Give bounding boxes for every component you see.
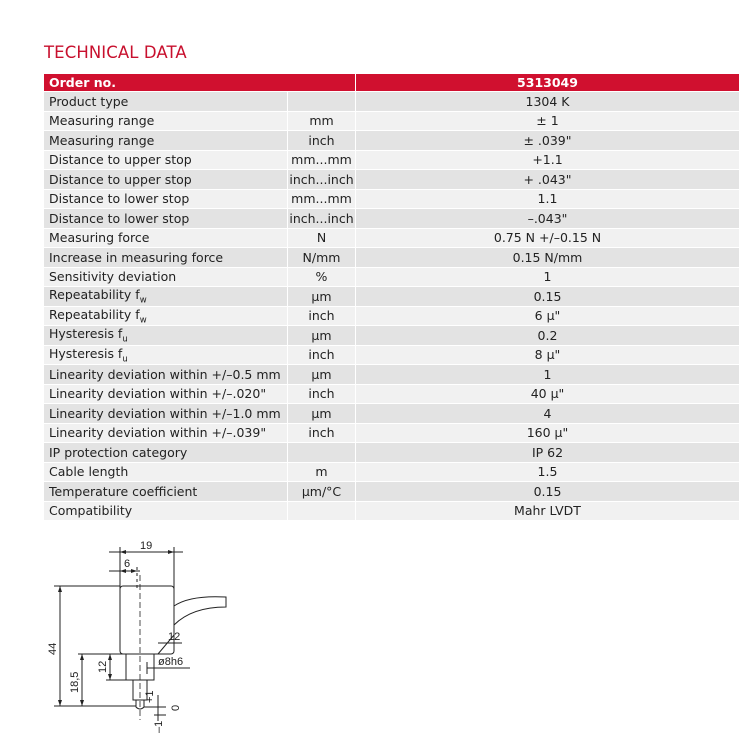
row-unit: m [288, 462, 356, 482]
row-unit: N/mm [288, 248, 356, 268]
row-label-text: Distance to lower stop [49, 191, 190, 207]
row-value: 0.75 N +/–0.15 N [356, 228, 740, 248]
row-value: ± .039" [356, 131, 740, 151]
table-row [44, 501, 739, 521]
row-value: 6 µ" [356, 306, 740, 326]
row-label-text: Increase in measuring force [49, 249, 224, 265]
dim-label-tolerance-plus: +1 [144, 690, 156, 703]
dim-label-diameter: ø8h6 [158, 656, 184, 668]
row-label [44, 111, 288, 131]
row-value: 0.2 [356, 326, 740, 346]
row-label-text: Linearity deviation within +/–1.0 mm [49, 405, 281, 421]
sensor-cable [174, 597, 226, 625]
row-label-subscript: u [122, 354, 128, 364]
row-label-text: Cable length [49, 464, 129, 480]
sensor-dimension-drawing [40, 535, 250, 735]
row-label [44, 189, 288, 209]
row-label [44, 92, 288, 112]
dim-label-lower-height: 18,5 [69, 671, 81, 693]
table-row [44, 365, 739, 385]
row-value: 40 µ" [356, 384, 740, 404]
dim-label-offset: 6 [124, 558, 131, 570]
dim-label-width: 19 [140, 540, 153, 552]
table-row [44, 189, 739, 209]
row-unit: µm [288, 326, 356, 346]
row-label [44, 404, 288, 424]
row-unit: inch [288, 345, 356, 365]
row-label-subscript: w [139, 315, 147, 325]
row-label-text: Hysteresis f [49, 326, 123, 341]
row-unit: µm [288, 287, 356, 307]
row-value: 4 [356, 404, 740, 424]
page-title: TECHNICAL DATA [44, 43, 187, 62]
row-unit: inch [288, 306, 356, 326]
dim-label-chamfer: 12 [168, 631, 181, 643]
dim-label-shaft: 12 [97, 660, 109, 673]
row-value: + .043" [356, 170, 740, 190]
table-row [44, 228, 739, 248]
row-unit: % [288, 267, 356, 287]
row-value: 1.1 [356, 189, 740, 209]
row-unit: inch [288, 384, 356, 404]
row-unit: µm/°C [288, 482, 356, 502]
row-label-text: Repeatability f [49, 306, 140, 322]
row-label-text: Sensitivity deviation [49, 269, 177, 285]
table-row [44, 150, 739, 170]
table-row [44, 462, 739, 482]
row-value: +1.1 [356, 150, 740, 170]
row-label [44, 170, 288, 190]
table-row [44, 326, 739, 346]
row-label [44, 228, 288, 248]
row-value: Mahr LVDT [356, 501, 740, 521]
table-row [44, 306, 739, 326]
row-label [44, 131, 288, 151]
row-label [44, 306, 288, 326]
row-unit: inch [288, 131, 356, 151]
row-label-text: Measuring force [49, 230, 150, 246]
row-label [44, 462, 288, 482]
row-value: 0.15 [356, 287, 740, 307]
row-label [44, 423, 288, 443]
row-label-text: Distance to upper stop [49, 152, 192, 168]
dim-label-height-total: 44 [47, 642, 59, 655]
row-unit: inch...inch [288, 170, 356, 190]
row-label [44, 482, 288, 502]
row-label-text: Hysteresis f [49, 345, 123, 361]
row-label [44, 345, 288, 365]
table-row [44, 267, 739, 287]
table-header-row [44, 74, 739, 92]
row-label-subscript: u [122, 334, 128, 345]
table-row [44, 131, 739, 151]
row-unit [288, 501, 356, 521]
row-label [44, 267, 288, 287]
table-row [44, 482, 739, 502]
row-unit [288, 92, 356, 112]
row-label-text: Temperature coefficient [49, 483, 198, 499]
row-label-text: Distance to lower stop [49, 210, 190, 226]
row-label-text: Linearity deviation within +/–.020" [49, 386, 267, 402]
row-label [44, 209, 288, 229]
dim-label-zero: 0 [170, 704, 182, 711]
row-label-subscript: w [139, 295, 147, 306]
table-row [44, 209, 739, 229]
row-unit [288, 443, 356, 463]
row-label [44, 287, 288, 307]
row-value: 0.15 N/mm [356, 248, 740, 268]
table-row [44, 170, 739, 190]
dim-label-tolerance-minus: –1 [153, 720, 165, 733]
row-unit: inch [288, 423, 356, 443]
header-order-number: 5313049 [356, 74, 740, 92]
row-unit: N [288, 228, 356, 248]
row-value: ± 1 [356, 111, 740, 131]
header-unit [288, 74, 356, 92]
row-label-text: Repeatability f [49, 287, 140, 302]
row-value: 1 [356, 365, 740, 385]
row-label [44, 443, 288, 463]
table-row [44, 443, 739, 463]
row-label-text: Linearity deviation within +/–.039" [49, 425, 267, 441]
row-label [44, 384, 288, 404]
row-value: 1304 K [356, 92, 740, 112]
row-unit: inch...inch [288, 209, 356, 229]
row-label-text: Measuring range [49, 132, 155, 148]
table-row [44, 384, 739, 404]
row-value: 0.15 [356, 482, 740, 502]
table-row [44, 111, 739, 131]
table-row [44, 287, 739, 307]
table-row [44, 248, 739, 268]
table-row [44, 404, 739, 424]
row-label [44, 501, 288, 521]
row-unit: mm...mm [288, 150, 356, 170]
row-label-text: Distance to upper stop [49, 171, 192, 187]
header-label: Order no. [44, 74, 288, 92]
row-label-text: IP protection category [49, 444, 188, 460]
row-value: –.043" [356, 209, 740, 229]
row-value: IP 62 [356, 443, 740, 463]
row-label-text: Product type [49, 93, 129, 109]
table-row [44, 92, 739, 112]
row-label-text: Measuring range [49, 113, 155, 129]
row-value: 8 µ" [356, 345, 740, 365]
row-unit: µm [288, 365, 356, 385]
row-unit: µm [288, 404, 356, 424]
row-label [44, 150, 288, 170]
row-label-text: Compatibility [49, 503, 133, 519]
table-row [44, 345, 739, 365]
row-label-text: Linearity deviation within +/–0.5 mm [49, 366, 281, 382]
row-unit: mm...mm [288, 189, 356, 209]
sensor-body [120, 586, 174, 654]
row-label [44, 365, 288, 385]
row-value: 1 [356, 267, 740, 287]
table-row [44, 423, 739, 443]
row-unit: mm [288, 111, 356, 131]
row-value: 1.5 [356, 462, 740, 482]
row-label [44, 326, 288, 346]
row-value: 160 µ" [356, 423, 740, 443]
technical-data-table [44, 74, 739, 521]
row-label [44, 248, 288, 268]
